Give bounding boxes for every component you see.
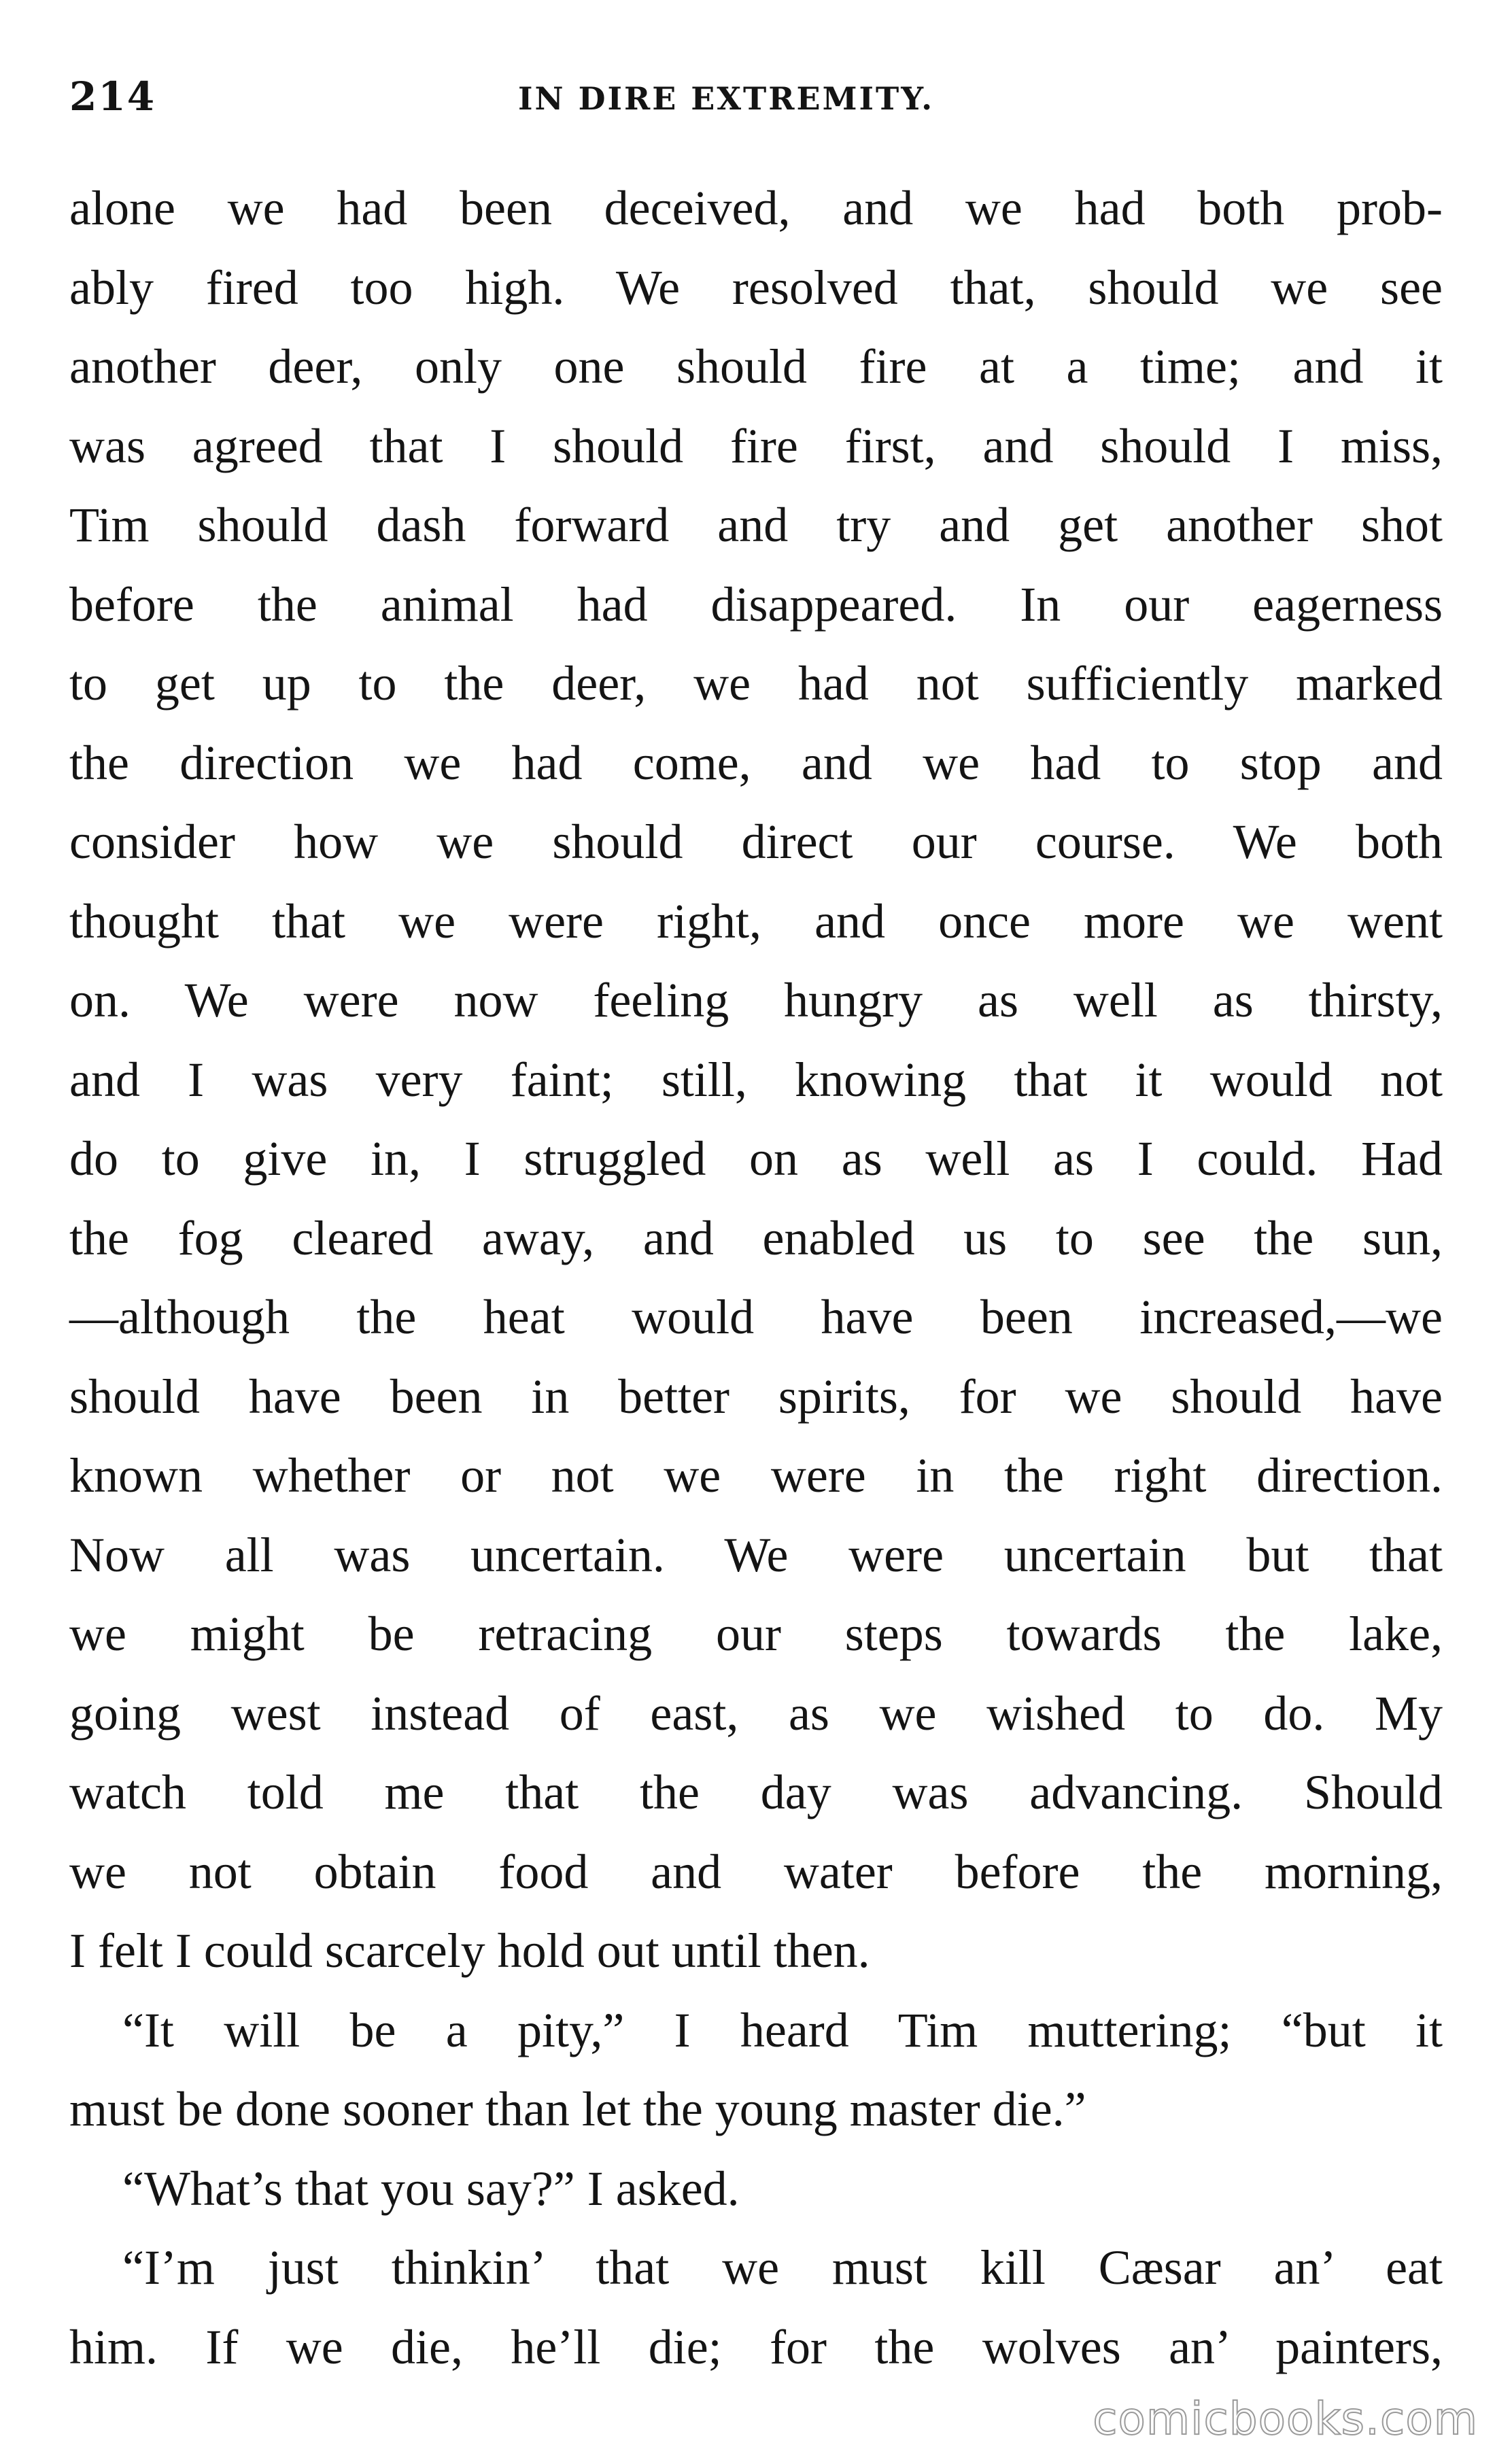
text-line: alone we had been deceived, and we had both prob-: [69, 181, 1443, 235]
text-line: the fog cleared away, and enabled us to see the sun,: [69, 1210, 1443, 1265]
text-line: must be done sooner than let the young master die.”: [69, 2082, 1086, 2136]
text-line: I felt I could scarcely hold out until then.: [69, 1923, 870, 1978]
text-line: do to give in, I struggled on as well as I could. Had: [69, 1131, 1443, 1186]
body-text: [69, 169, 1443, 2386]
text-line: known whether or not we were in the right direction.: [69, 1448, 1443, 1503]
text-line: to get up to the deer, we had not sufficiently marked: [69, 656, 1443, 711]
text-line: “What’s that you say?” I asked.: [122, 2161, 740, 2216]
text-line: on. We were now feeling hungry as well as thirsty,: [69, 973, 1443, 1027]
text-line: watch told me that the day was advancing. Should: [69, 1765, 1443, 1819]
text-line: “I’m just thinkin’ that we must kill Cæsar an’ eat: [122, 2240, 1443, 2295]
text-line: consider how we should direct our course. We both: [69, 815, 1443, 869]
text-line: Now all was uncertain. We were uncertain but that: [69, 1527, 1443, 1582]
text-line: another deer, only one should fire at a time; and it: [69, 339, 1443, 394]
text-line: should have been in better spirits, for we should have: [69, 1369, 1443, 1424]
text-line: “It will be a pity,” I heard Tim muttering; “but it: [122, 2002, 1443, 2057]
text-line: and I was very faint; still, knowing that it would not: [69, 1052, 1443, 1107]
page-number: 214: [69, 73, 156, 120]
text-line: —although the heat would have been increased,—we: [69, 1290, 1443, 1344]
text-line: ably fired too high. We resolved that, should we see: [69, 260, 1443, 315]
text-line: we not obtain food and water before the morning,: [69, 1844, 1443, 1899]
watermark: comicbooks.com: [1093, 2393, 1478, 2445]
text-line: Tim should dash forward and try and get another shot: [69, 498, 1443, 552]
text-line: thought that we were right, and once more we went: [69, 893, 1443, 948]
text-line: was agreed that I should fire first, and should I miss,: [69, 418, 1443, 473]
text-line: going west instead of east, as we wished to do. My: [69, 1686, 1443, 1741]
page-header: [69, 73, 1443, 128]
running-head: IN DIRE EXTREMITY.: [518, 80, 935, 117]
text-line: we might be retracing our steps towards the lake,: [69, 1607, 1443, 1661]
text-line: before the animal had disappeared. In our eagerness: [69, 577, 1443, 632]
text-line: him. If we die, he’ll die; for the wolves an’ painters,: [69, 2319, 1443, 2374]
text-line: the direction we had come, and we had to stop and: [69, 735, 1443, 790]
